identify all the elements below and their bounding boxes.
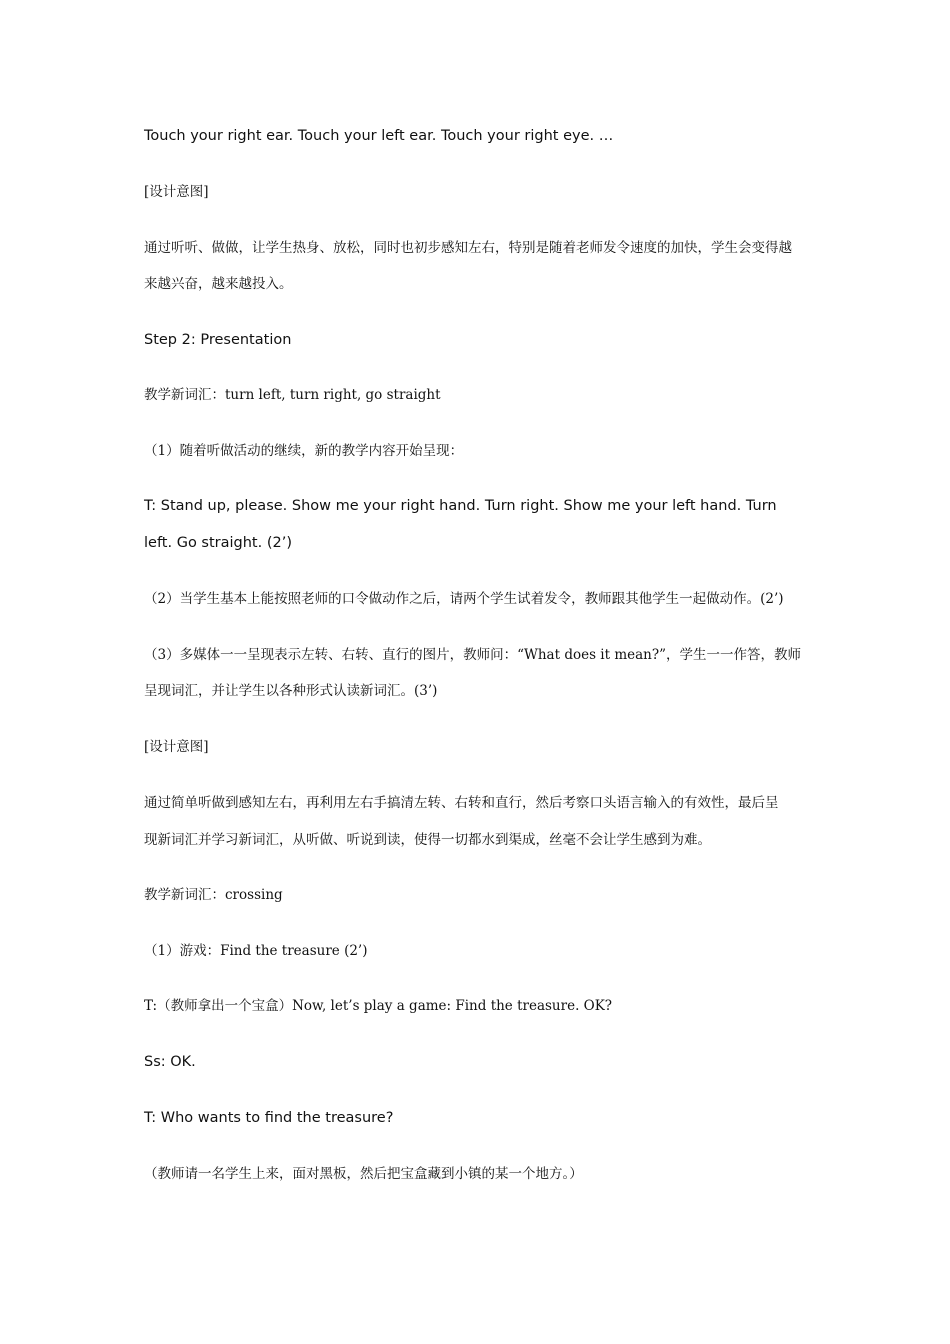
text-line-teacher-action: （教师请一名学生上来，面对黑板，然后把宝盒藏到小镇的某一个地方。）	[144, 1166, 583, 1182]
text-line-step-2-heading: Step 2: Presentation	[144, 332, 292, 348]
text-line-item-3-part-2: 呈现词汇，并让学生以各种形式认读新词汇。(3’)	[144, 683, 438, 699]
text-line-design-intent-body-2: 来越兴奋，越来越投入。	[144, 276, 293, 292]
text-line-item-1: （1）随着听做活动的继续，新的教学内容开始呈现：	[144, 443, 464, 459]
text-line-design-intent-heading-2: [设计意图]	[144, 739, 209, 755]
text-line-teacher-commands-1: T: Stand up, please. Show me your right hand. Turn right. Show me your left hand. Turn	[144, 498, 777, 514]
text-line-teacher-game-intro: T:（教师拿出一个宝盒）Now, let’s play a game: Find the treasure. OK?	[144, 998, 613, 1014]
text-line-new-vocabulary-2: 教学新词汇：crossing	[144, 887, 283, 903]
text-line-design-intent-2-body-1: 通过简单听做到感知左右，再利用左右手搞清左转、右转和直行，然后考察口头语言输入的有效性，最后呈	[144, 795, 779, 811]
text-line-teacher-commands-2: left. Go straight. (2’)	[144, 535, 292, 551]
text-line-item-3-part-1: （3）多媒体一一呈现表示左转、右转、直行的图片，教师问：“What does it mean?”，学生一一作答，教师	[144, 647, 802, 663]
text-line-students-response: Ss: OK.	[144, 1054, 196, 1070]
text-line-teacher-question: T: Who wants to find the treasure?	[144, 1110, 394, 1126]
document-page	[144, 0, 814, 1344]
text-line-new-vocabulary-1: 教学新词汇：turn left, turn right, go straight	[144, 387, 441, 403]
text-line-design-intent-body-1: 通过听听、做做，让学生热身、放松，同时也初步感知左右，特别是随着老师发令速度的加快，学生会变得越	[144, 240, 792, 256]
text-line-design-intent-2-body-2: 现新词汇并学习新词汇，从听做、听说到读，使得一切都水到渠成，丝毫不会让学生感到为难。	[144, 832, 711, 848]
text-line-design-intent-heading: [设计意图]	[144, 184, 209, 200]
text-line-game-item: （1）游戏：Find the treasure (2’)	[144, 943, 368, 959]
text-line-item-2: （2）当学生基本上能按照老师的口令做动作之后，请两个学生试着发令，教师跟其他学生一起做动作。(2’)	[144, 591, 784, 607]
text-line-touch-instructions: Touch your right ear. Touch your left ear. Touch your right eye. …	[144, 128, 614, 144]
